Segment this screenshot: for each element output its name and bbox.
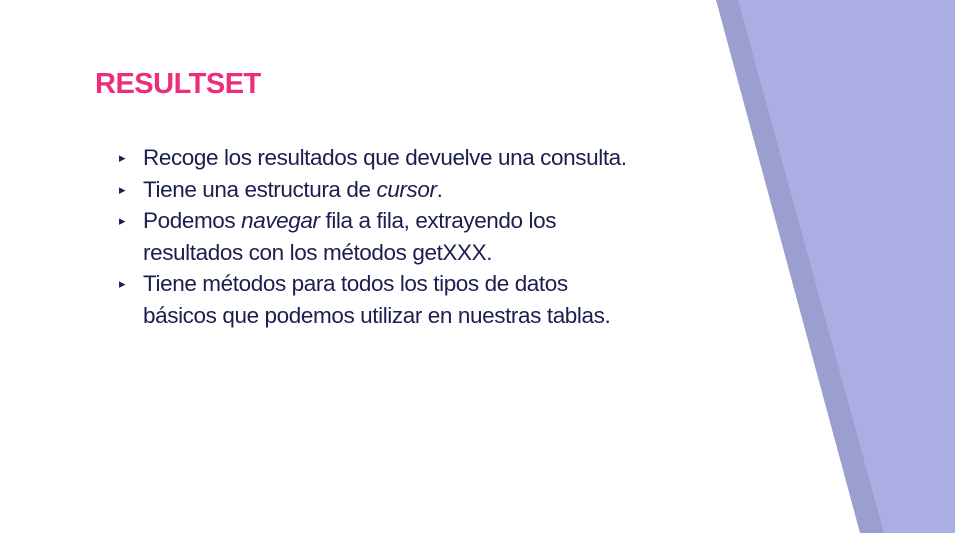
triangle-right-icon: ▸ bbox=[119, 276, 126, 291]
bullet-text-italic: navegar bbox=[241, 208, 320, 233]
bullet-text-italic: cursor bbox=[376, 176, 437, 202]
bullet-text: Tiene métodos para todos los tipos de datos básicos que podemos utilizar en nuestras tablas. bbox=[143, 271, 611, 328]
bullet-list bbox=[117, 142, 637, 331]
triangle-right-icon: ▸ bbox=[119, 181, 126, 197]
bullet-text: . bbox=[436, 176, 443, 202]
bullet-item bbox=[117, 205, 637, 268]
triangle-right-icon: ▸ bbox=[119, 150, 126, 165]
bullet-text: fila a fila, extrayendo los resultados con los métodos getXXX. bbox=[143, 208, 557, 265]
bullet-text: Recoge los resultados que devuelve una consulta. bbox=[143, 145, 627, 170]
bullet-item bbox=[117, 268, 637, 331]
bullet-item bbox=[117, 142, 637, 174]
bullet-text: Tiene una estructura de bbox=[143, 176, 377, 202]
bullet-text: Podemos bbox=[143, 208, 242, 233]
bullet-item bbox=[117, 174, 637, 206]
slide-title: RESULTSET bbox=[95, 68, 261, 100]
triangle-right-icon: ▸ bbox=[119, 213, 126, 228]
